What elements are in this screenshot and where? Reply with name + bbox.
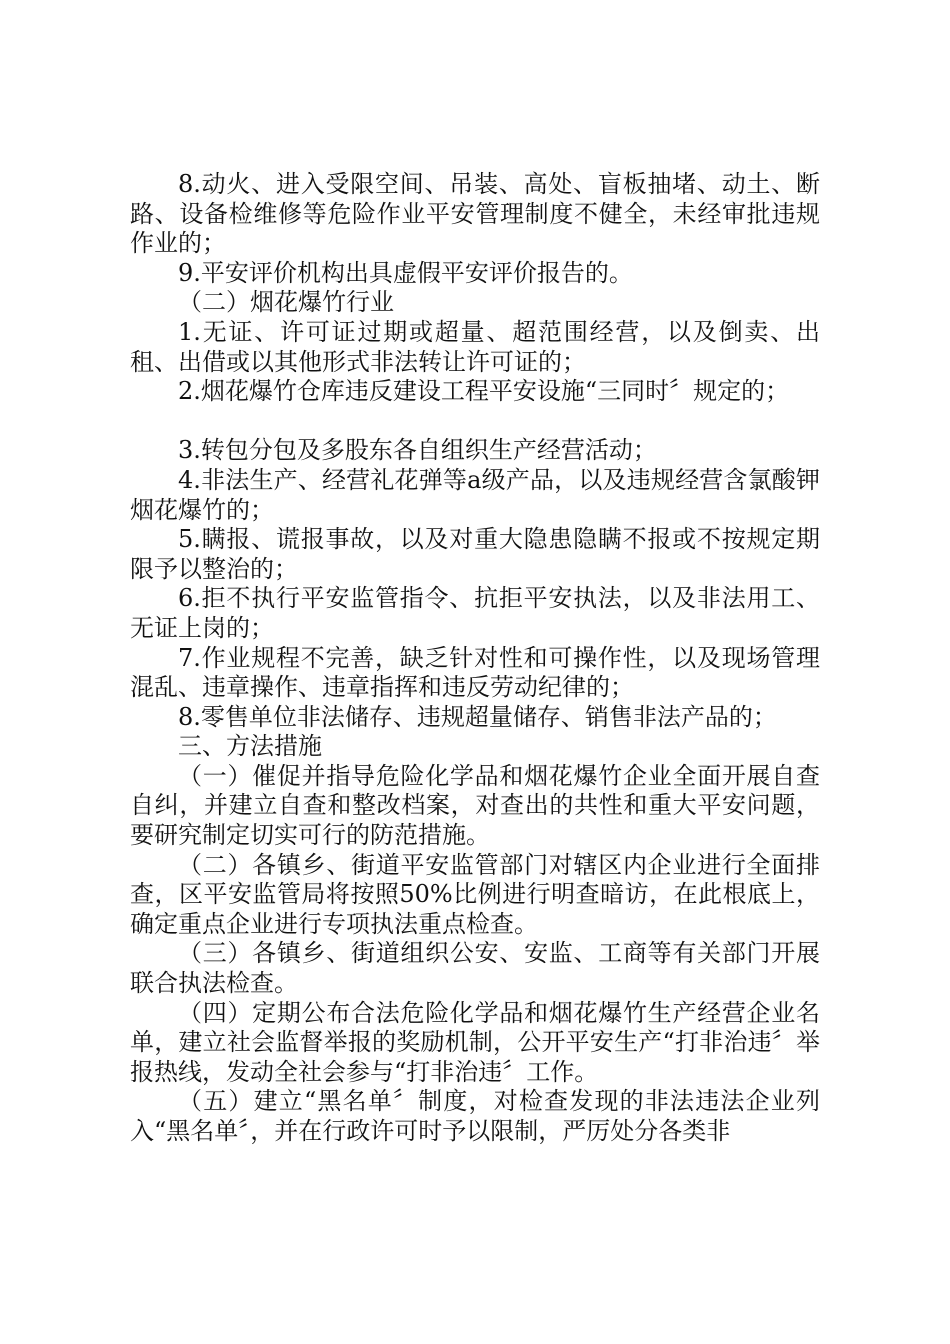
- paragraph-measure-3: （三）各镇乡、街道组织公安、安监、工商等有关部门开展联合执法检查。: [130, 939, 820, 998]
- paragraph-measure-4: （四）定期公布合法危险化学品和烟花爆竹生产经营企业名单，建立社会监督举报的奖励机制，公开平安生产“打非治违〞举报热线，发动全社会参与“打非治违〞工作。: [130, 998, 820, 1086]
- paragraph-item-2-warehouse: 2.烟花爆竹仓库违反建设工程平安设施“三同时〞规定的；: [178, 377, 790, 406]
- paragraph-measure-5: （五）建立“黑名单〞制度，对检查发现的非法违法企业列入“黑名单〞，并在行政许可时予以限制，严厉处分各类非: [130, 1087, 820, 1145]
- paragraph-measure-2: （二）各镇乡、街道平安监管部门对辖区内企业进行全面排查，区平安监管局将按照50%比例进行明查暗访，在此根底上，确定重点企业进行专项执法重点检查。: [130, 850, 820, 938]
- paragraph-item-8-hazardous-work: 8.动火、进入受限空间、吊装、高处、盲板抽堵、动土、断路、设备检维修等危险作业平安管理制度不健全，未经审批违规作业的；: [130, 170, 820, 258]
- section-heading-fireworks: （二）烟花爆竹行业: [178, 288, 394, 317]
- paragraph-measure-1: （一）催促并指导危险化学品和烟花爆竹企业全面开展自查自纠，并建立自查和整改档案，对查出的共性和重大平安问题，要研究制定切实可行的防范措施。: [130, 761, 820, 850]
- paragraph-item-7-procedures: 7.作业规程不完善，缺乏针对性和可操作性，以及现场管理混乱、违章操作、违章指挥和违反劳动纪律的；: [130, 643, 820, 702]
- section-heading-measures: 三、方法措施: [178, 732, 322, 761]
- document-body: [130, 170, 820, 1147]
- paragraph-item-9-false-report: 9.平安评价机构出具虚假平安评价报告的。: [178, 258, 633, 287]
- paragraph-item-6-refuse-supervision: 6.拒不执行平安监管指令、抗拒平安执法，以及非法用工、无证上岗的；: [130, 584, 820, 642]
- paragraph-item-8-retail: 8.零售单位非法储存、违规超量储存、销售非法产品的；: [178, 702, 777, 731]
- paragraph-item-3-subcontract: 3.转包分包及多股东各自组织生产经营活动；: [178, 436, 657, 465]
- paragraph-item-1-license: 1.无证、许可证过期或超量、超范围经营，以及倒卖、出租、出借或以其他形式非法转让许可证的；: [130, 317, 820, 376]
- paragraph-item-5-concealment: 5.瞒报、谎报事故，以及对重大隐患隐瞒不报或不按规定期限予以整治的；: [130, 525, 820, 583]
- paragraph-item-4-illegal-production: 4.非法生产、经营礼花弹等a级产品，以及违规经营含氯酸钾烟花爆竹的；: [130, 465, 820, 524]
